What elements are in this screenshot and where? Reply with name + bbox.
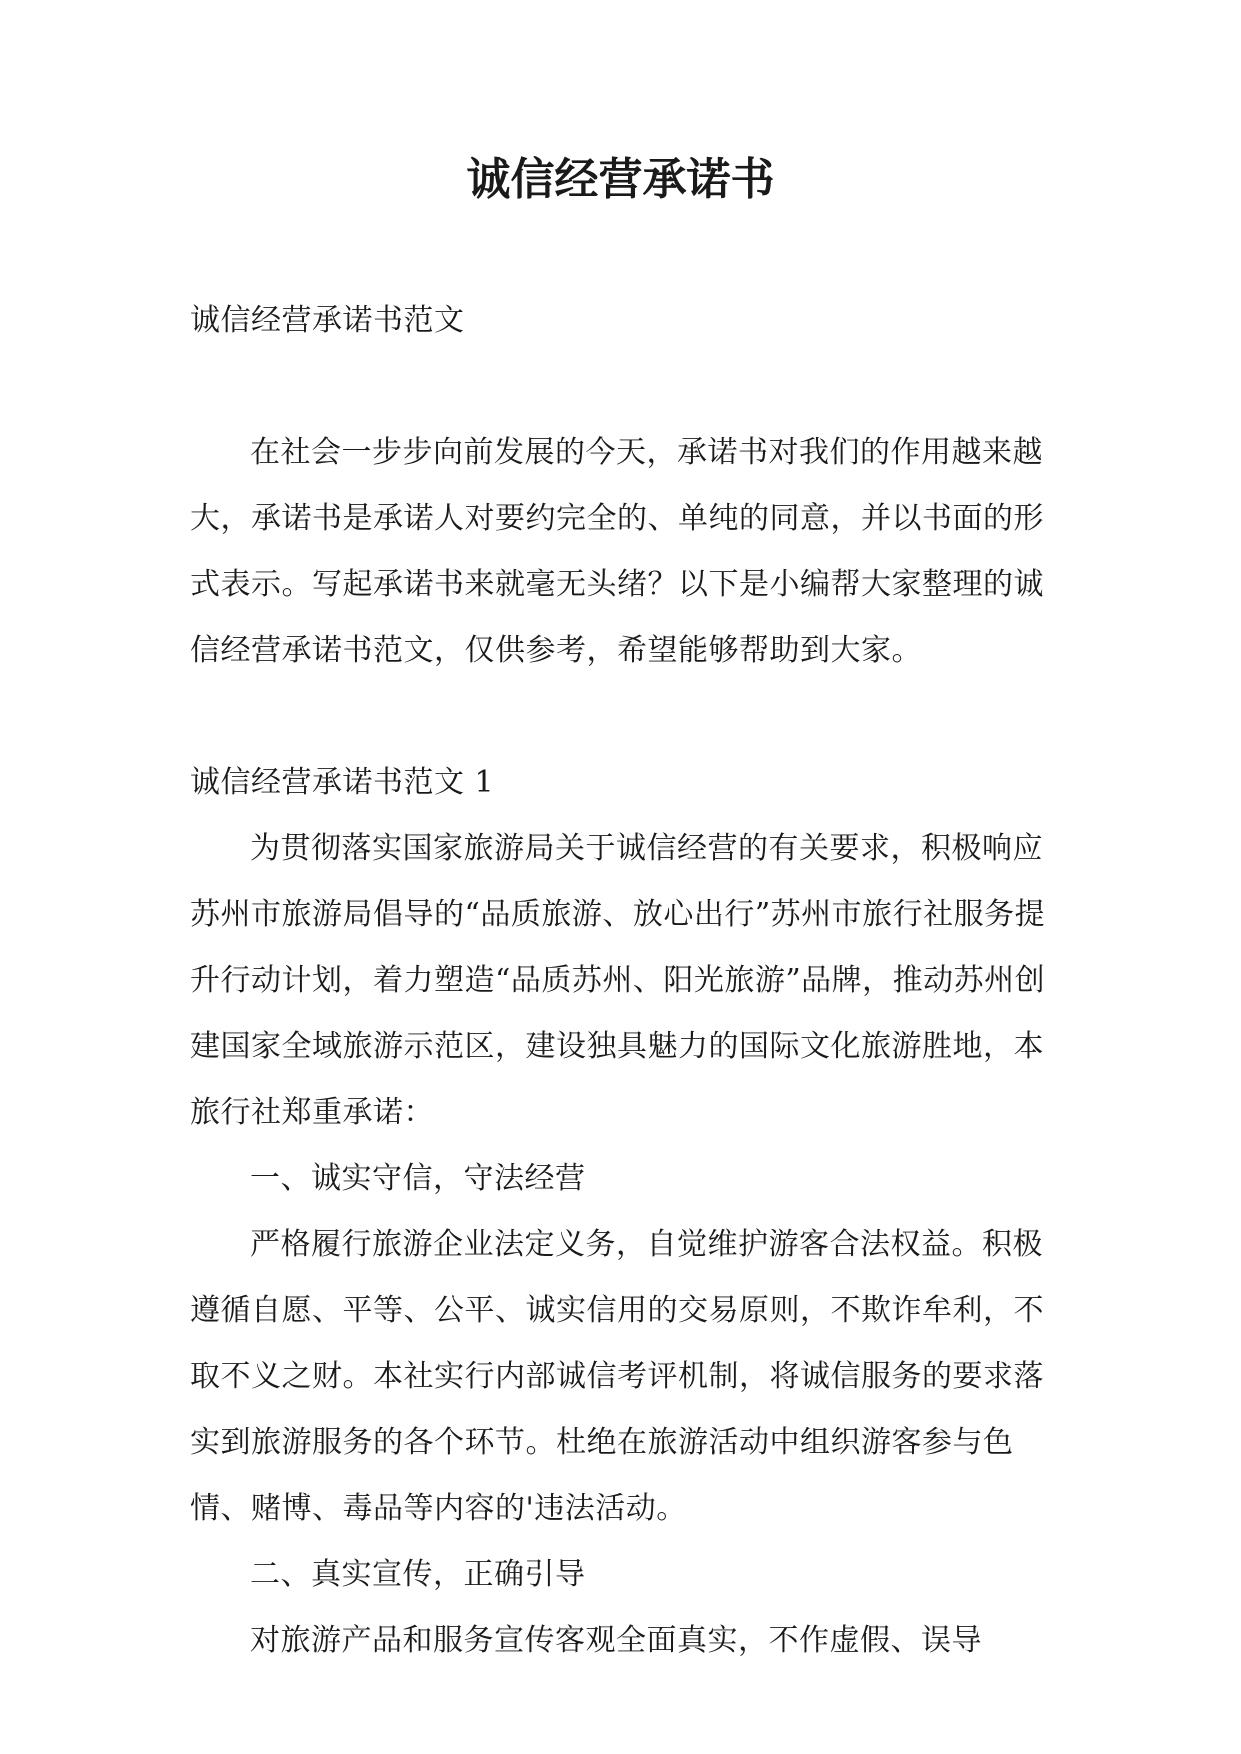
intro-paragraph: 在社会一步步向前发展的今天，承诺书对我们的作用越来越大，承诺书是承诺人对要约完全的、单纯的同意，并以书面的形式表示。写起承诺书来就毫无头绪？以下是小编帮大家整理的诚信经营承诺书范文，仅供参考，希望能够帮助到大家。	[190, 435, 1044, 668]
item2-heading: 二、真实宣传，正确引导	[250, 1557, 586, 1592]
item1-paragraph: 严格履行旅游企业法定义务，自觉维护游客合法权益。积极遵循自愿、平等、公平、诚实信用的交易原则，不欺诈牟利，不取不义之财。本社实行内部诚信考评机制，将诚信服务的要求落实到旅游服务的各个环节。杜绝在旅游活动中组织游客参与色情、赌博、毒品等内容的'违法活动。	[190, 1227, 1044, 1526]
item1-heading: 一、诚实守信，守法经营	[250, 1161, 586, 1196]
document-subtitle: 诚信经营承诺书范文	[190, 303, 465, 338]
section1-heading: 诚信经营承诺书范文 1	[190, 765, 495, 800]
section1-paragraph: 为贯彻落实国家旅游局关于诚信经营的有关要求，积极响应苏州市旅游局倡导的“品质旅游、放心出行”苏州市旅行社服务提升行动计划，着力塑造“品质苏州、阳光旅游”品牌，推动苏州创建国家全域旅游示范区，建设独具魅力的国际文化旅游胜地，本旅行社郑重承诺：	[190, 831, 1046, 1130]
document-title: 诚信经营承诺书	[466, 154, 775, 205]
document-body	[190, 288, 1060, 1674]
item2-paragraph: 对旅游产品和服务宣传客观全面真实，不作虚假、误导	[250, 1623, 982, 1658]
spacer	[190, 684, 1060, 750]
spacer	[190, 354, 1060, 420]
